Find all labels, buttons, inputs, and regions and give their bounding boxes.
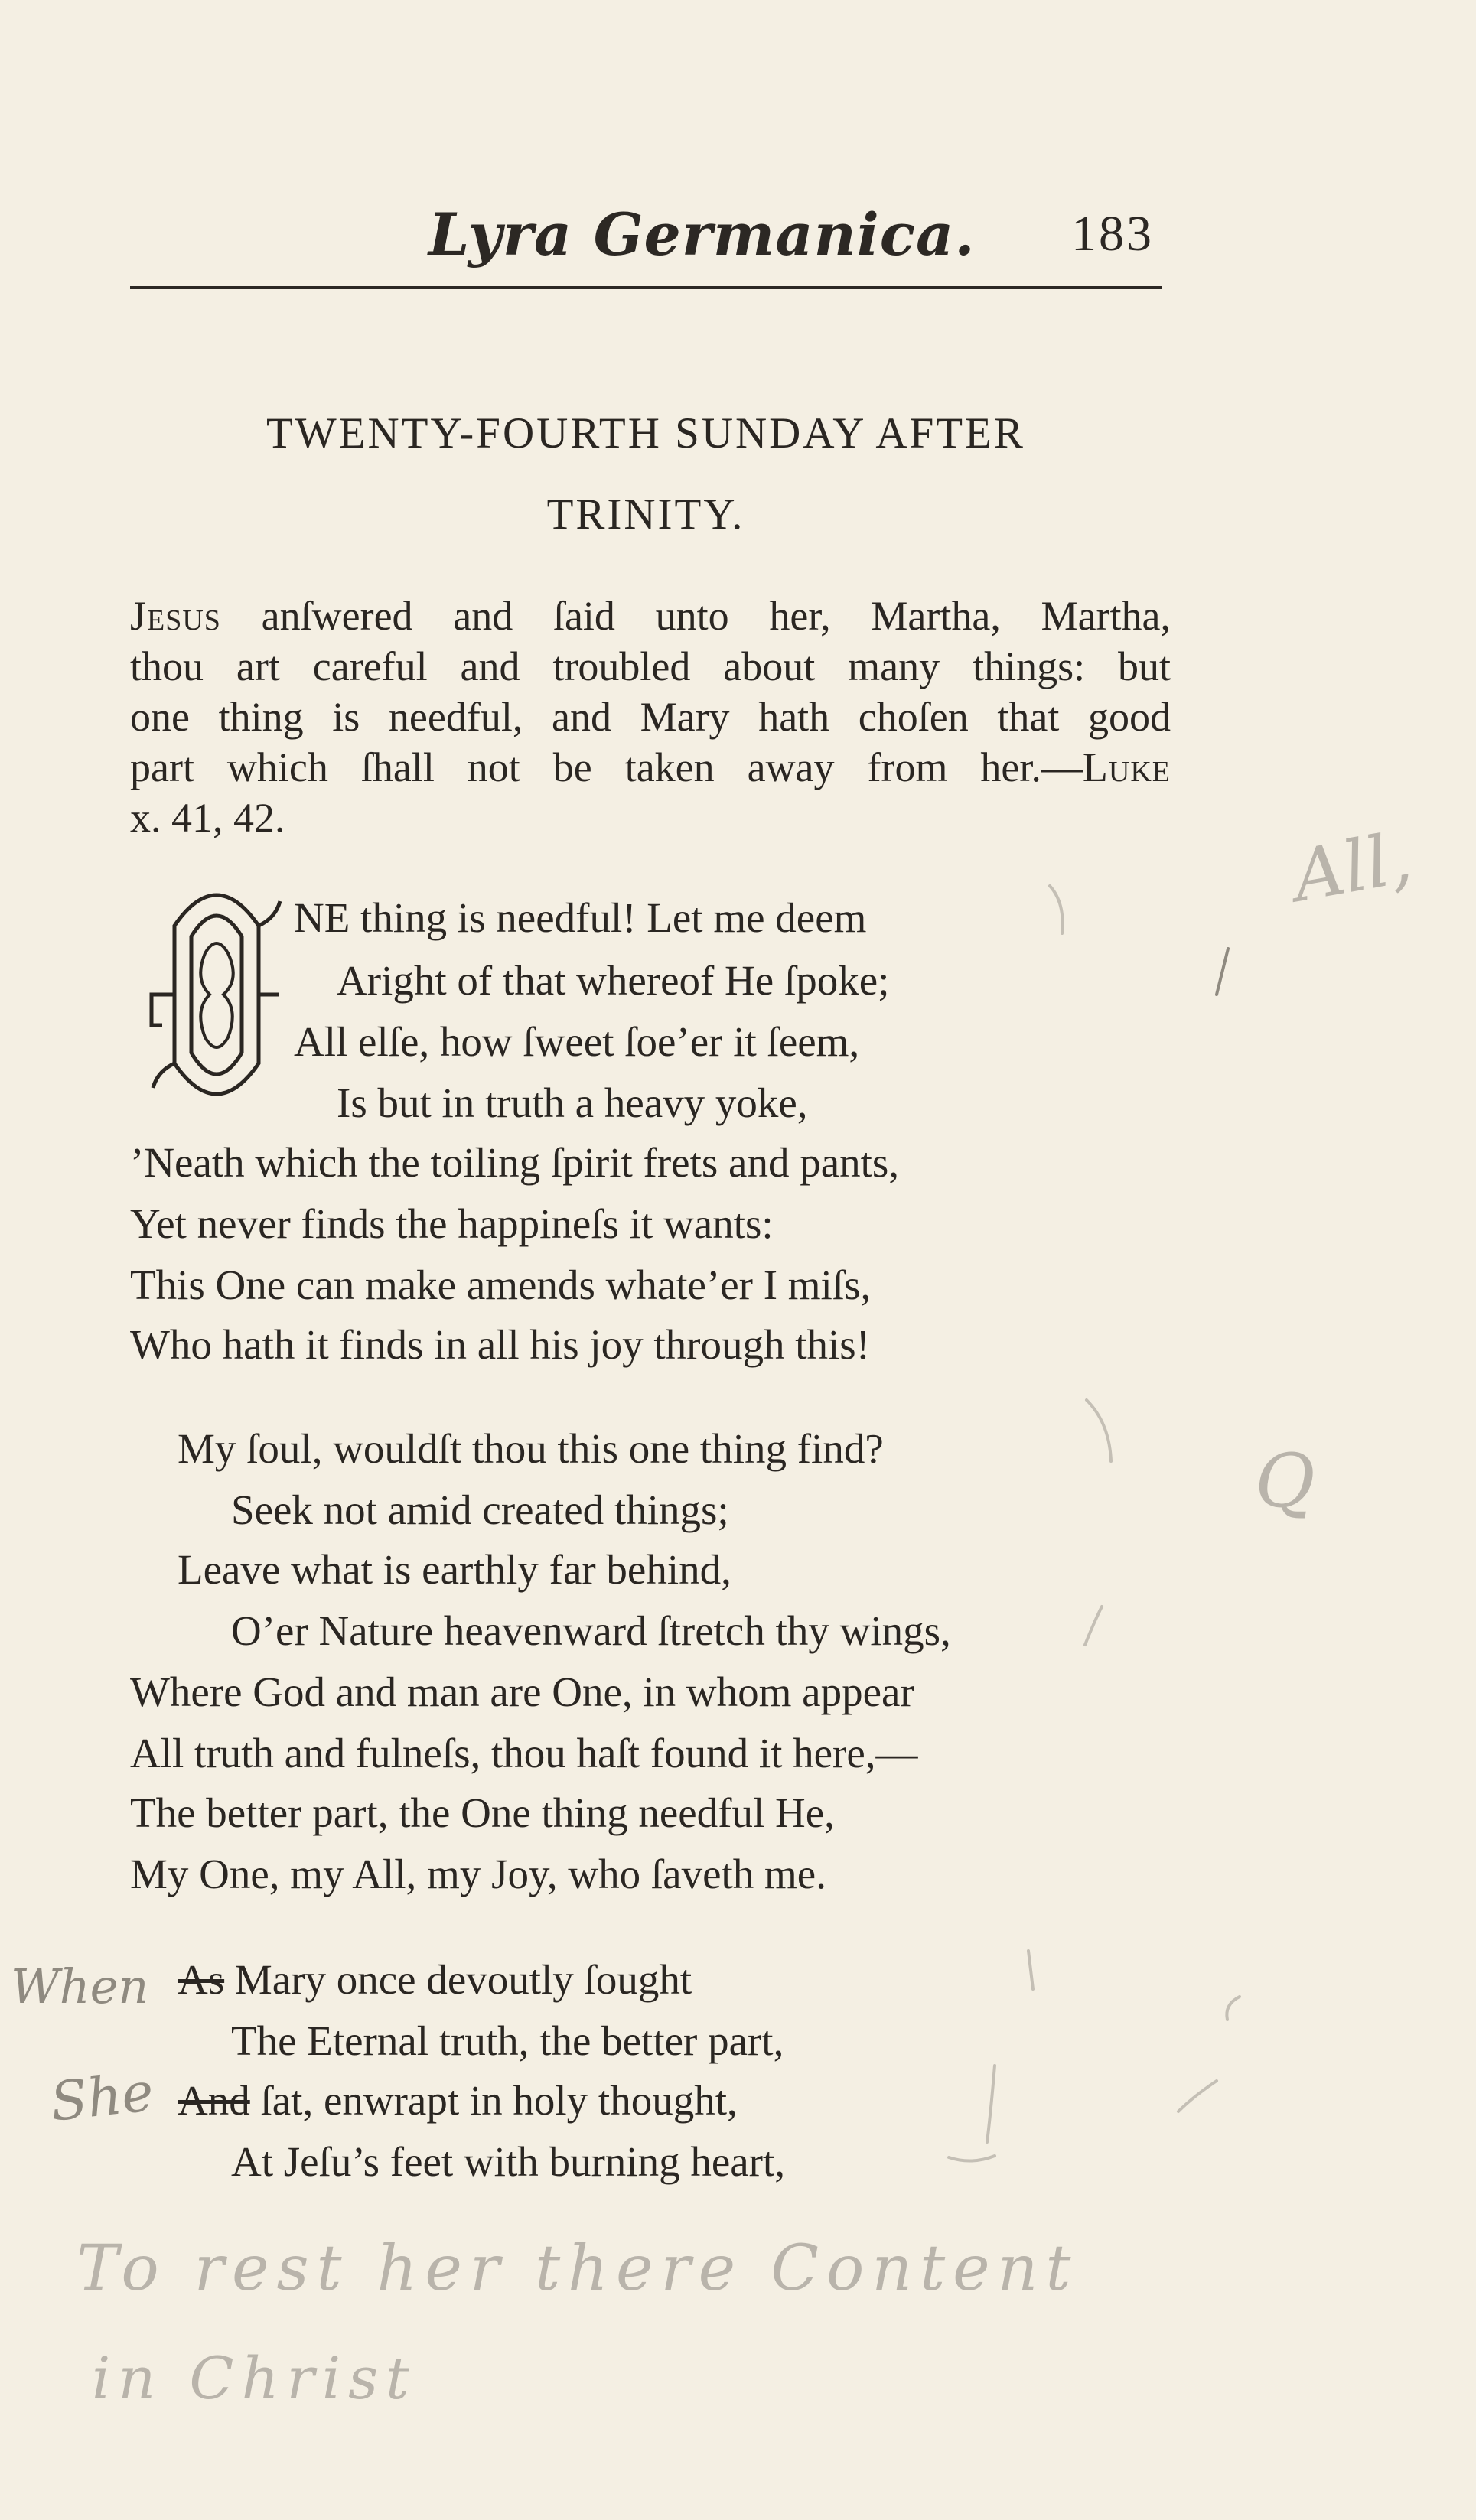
stanza1-line6: Yet never finds the happineſs it wants: [130, 1200, 774, 1247]
epigraph-reference: Luke [1082, 744, 1171, 790]
annotation-footer-line-2: in Christ [92, 2344, 417, 2412]
annotation-footer-line-1: To rest her there Content [77, 2232, 1079, 2305]
stanza3-line1 [178, 1955, 692, 2004]
header-rule [130, 286, 1162, 289]
struck-word-and: And [178, 2077, 250, 2124]
stanza3-line3-text: ſat, enwrapt in holy thought, [249, 2077, 738, 2124]
stanza1-line1: NE thing is needful! Let me deem [294, 894, 867, 941]
stanza3-line3 [178, 2076, 738, 2124]
drop-cap-o [144, 880, 289, 1109]
annotation-when: When [11, 1958, 149, 2014]
epigraph-line-4-text: part which ſhall not be taken away from her.— [130, 744, 1083, 790]
stanza2-line8: My One, my All, my Joy, who ſaveth me. [130, 1851, 826, 1897]
stanza1-line2: Aright of that whereof He ſpoke; [337, 957, 890, 1004]
epigraph-line-1 [130, 591, 1171, 641]
stanza2-line7: The better part, the One thing needful He, [130, 1789, 835, 1836]
section-title-line-2: TRINITY. [546, 490, 745, 539]
stanza1-line5: ’Neath which the toiling ſpirit frets and pants, [130, 1139, 900, 1186]
stanza1-line4: Is but in truth a heavy yoke, [337, 1079, 808, 1126]
stanza2-line3: Leave what is earthly far behind, [178, 1546, 731, 1593]
page-number: 183 [1071, 206, 1154, 262]
epigraph-line-2: thou art careful and troubled about many things: but [130, 643, 1171, 689]
stanza1-line8: Who hath it finds in all his joy through this! [130, 1321, 871, 1368]
epigraph-line-1-text: anſwered and ſaid unto her, Martha, Martha, [220, 593, 1171, 639]
epigraph-name: Jesus [130, 593, 221, 639]
running-title: Lyra Germanica. [428, 200, 976, 269]
epigraph [130, 591, 1171, 843]
epigraph-line-4 [130, 742, 1171, 793]
stanza3-line1-text: Mary once devoutly ſought [224, 1956, 692, 2003]
stanza2-line5: Where God and man are One, in whom appear [130, 1669, 914, 1715]
stanza2-line1: My ſoul, wouldſt thou this one thing find? [178, 1425, 884, 1472]
stanza2-line2: Seek not amid created things; [231, 1486, 729, 1533]
section-title-line-1: TWENTY-FOURTH SUNDAY AFTER [266, 409, 1025, 457]
stanza1-line3: All elſe, how ſweet ſoe’er it ſeem, [294, 1018, 860, 1065]
stanza3-line2: The Eternal truth, the better part, [231, 2017, 784, 2064]
stanza2-line4: O’er Nature heavenward ſtretch thy wings, [231, 1607, 951, 1654]
annotation-margin-q: Q [1255, 1438, 1315, 1524]
annotation-margin-all: All, [1286, 816, 1418, 918]
stanza1-line7: This One can make amends whate’er I miſs, [130, 1262, 872, 1308]
stanza2-line6: All truth and fulneſs, thou haſt found it here,— [130, 1730, 918, 1776]
stanza3-line4: At Jeſu’s feet with burning heart, [231, 2138, 785, 2185]
struck-word-as: As [178, 1956, 225, 2003]
epigraph-line-5: x. 41, 42. [130, 795, 285, 841]
annotation-she: She [47, 2060, 157, 2134]
epigraph-line-3: one thing is needful, and Mary hath choſen that good [130, 694, 1171, 740]
